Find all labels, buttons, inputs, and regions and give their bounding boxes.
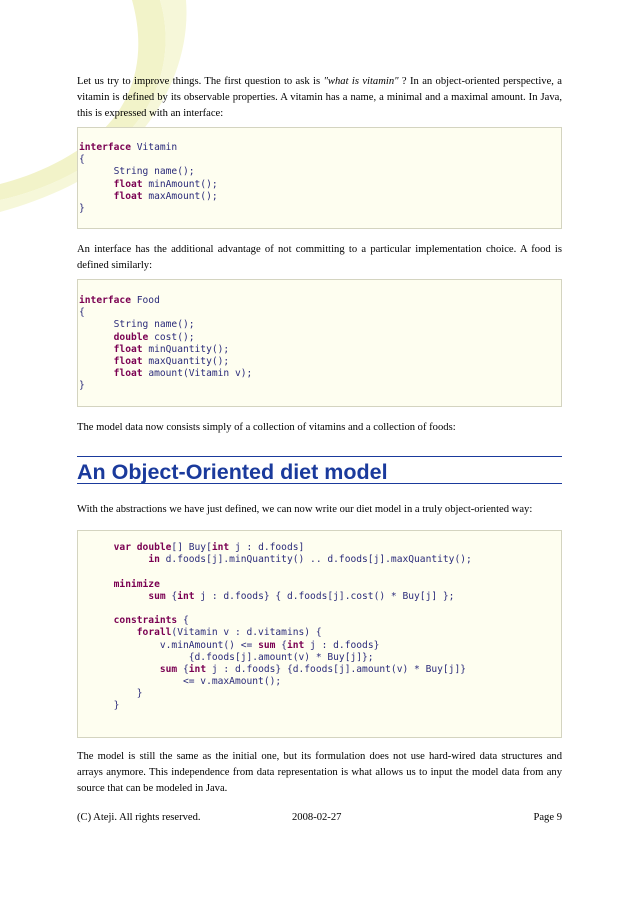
code-keyword: sum: [159, 663, 178, 675]
code-keyword: double: [136, 542, 172, 553]
code-line: [79, 652, 561, 664]
code-text: }: [79, 202, 85, 214]
code-text: {: [275, 639, 287, 651]
code-line: [79, 579, 561, 591]
code-block-vitamin-interface: [77, 127, 562, 229]
code-line: [79, 203, 561, 215]
code-line: [79, 142, 561, 154]
code-line: [79, 542, 561, 554]
code-keyword: float: [113, 343, 143, 355]
code-line: [79, 166, 561, 178]
code-text: <= v.maxAmount();: [79, 676, 282, 688]
code-text: [] Buy[: [171, 542, 212, 553]
code-text: String name();: [79, 319, 195, 331]
code-line: [79, 179, 561, 191]
code-line: [79, 295, 561, 307]
intro-emphasis: "what is vitamin": [323, 76, 399, 87]
code-text: {: [79, 154, 85, 166]
code-line: [79, 554, 561, 566]
footer-copyright: (C) Ateji. All rights reserved.: [77, 812, 201, 823]
code-keyword: float: [113, 368, 143, 380]
code-text: {: [165, 590, 178, 602]
intro-paragraph: [77, 74, 562, 122]
code-line: [79, 344, 561, 356]
code-line: [79, 700, 561, 712]
code-line: [79, 332, 561, 344]
section-heading: An Object-Oriented diet model: [77, 456, 562, 484]
code-text: [79, 191, 114, 202]
code-text: v.minAmount() <=: [79, 639, 259, 651]
code-line: [79, 368, 561, 380]
code-line: [79, 664, 561, 676]
code-line: [79, 154, 561, 166]
code-line: [79, 566, 561, 578]
code-text: }: [79, 380, 85, 392]
code-text: }: [79, 688, 143, 700]
code-keyword: float: [113, 178, 143, 190]
code-keyword: var: [113, 542, 131, 553]
interface-note-paragraph: An interface has the additional advantage of not committing to a particular implementation choice. A food is defined similarly:: [77, 244, 562, 271]
code-text: [79, 591, 148, 602]
code-keyword: int: [188, 663, 207, 675]
intro-text-b: ? In an object-oriented perspective, a vitamin is defined by its observable properties. A vitamin has a name, a minimal and a maximal amount. In Java, this is expressed with an interface:: [77, 76, 562, 119]
page-footer: [77, 810, 562, 826]
code-keyword: sum: [148, 590, 166, 602]
code-text: [79, 368, 114, 379]
code-text: minAmount();: [142, 178, 218, 190]
code-keyword: interface: [79, 142, 131, 153]
code-keyword: int: [177, 590, 195, 602]
code-keyword: forall: [136, 627, 172, 639]
code-text: {: [177, 615, 189, 627]
code-text: maxQuantity();: [142, 355, 230, 367]
code-keyword: int: [286, 639, 305, 651]
code-text: cost();: [148, 331, 195, 343]
code-line: [79, 676, 561, 688]
code-keyword: in: [148, 554, 160, 566]
code-keyword: constraints: [113, 615, 178, 627]
code-text: minQuantity();: [142, 343, 230, 355]
code-keyword: minimize: [113, 578, 160, 590]
code-text: Vitamin: [130, 142, 178, 153]
model-data-paragraph: The model data now consists simply of a collection of vitamins and a collection of foods:: [77, 422, 456, 433]
code-text: [79, 664, 160, 675]
code-keyword: float: [113, 190, 143, 202]
footer-page-number: Page 9: [533, 812, 562, 823]
code-text: String name();: [79, 166, 195, 178]
code-keyword: double: [113, 331, 149, 343]
code-line: [79, 688, 561, 700]
intro-text-a: Let us try to improve things. The first question to ask is: [77, 76, 324, 87]
code-text: [79, 615, 114, 626]
code-line: [79, 307, 561, 319]
conclusion-paragraph: The model is still the same as the initial one, but its formulation does not use hard-wired data structures and arrays anymore. This independence from data representation is what allows us to input the model data from any source that can be modeled in Java.: [77, 751, 562, 794]
abstractions-paragraph: With the abstractions we have just defined, we can now write our diet model in a truly object-oriented way:: [77, 504, 533, 515]
code-text: (Vitamin v : d.vitamins) {: [171, 627, 322, 639]
code-line: [79, 603, 561, 615]
code-text: d.foods[j].minQuantity() .. d.foods[j].maxQuantity();: [159, 554, 472, 566]
code-line: [79, 319, 561, 331]
code-text: [79, 579, 114, 590]
code-line: [79, 640, 561, 652]
code-text: amount(Vitamin v);: [142, 368, 253, 380]
code-block-diet-model: [77, 530, 562, 738]
code-keyword: float: [113, 355, 143, 367]
code-text: Food: [130, 295, 160, 306]
footer-date: 2008-02-27: [292, 812, 342, 823]
code-keyword: int: [211, 542, 230, 553]
code-text: j : d.foods} {d.foods[j].amount(v) * Buy[j]}: [206, 663, 467, 675]
code-text: j : d.foods} { d.foods[j].cost() * Buy[j] };: [194, 590, 455, 602]
code-text: [79, 344, 114, 355]
code-line: [79, 627, 561, 639]
code-line: [79, 191, 561, 203]
code-text: maxAmount();: [142, 190, 218, 202]
code-text: j : d.foods}: [304, 639, 380, 651]
code-text: {d.foods[j].amount(v) * Buy[j]};: [79, 651, 374, 663]
code-text: }: [79, 700, 120, 712]
code-keyword: interface: [79, 295, 131, 306]
code-text: [79, 627, 137, 638]
code-line: [79, 356, 561, 368]
code-text: [79, 332, 114, 343]
code-keyword: sum: [258, 639, 276, 651]
code-text: j : d.foods]: [229, 542, 305, 553]
code-line: [79, 380, 561, 392]
code-text: {: [79, 307, 85, 319]
code-text: [79, 542, 114, 553]
code-block-food-interface: [77, 279, 562, 407]
code-line: [79, 591, 561, 603]
code-text: [79, 179, 114, 190]
code-text: [79, 356, 114, 367]
code-line: [79, 615, 561, 627]
code-text: [79, 554, 148, 565]
code-text: {: [177, 663, 189, 675]
